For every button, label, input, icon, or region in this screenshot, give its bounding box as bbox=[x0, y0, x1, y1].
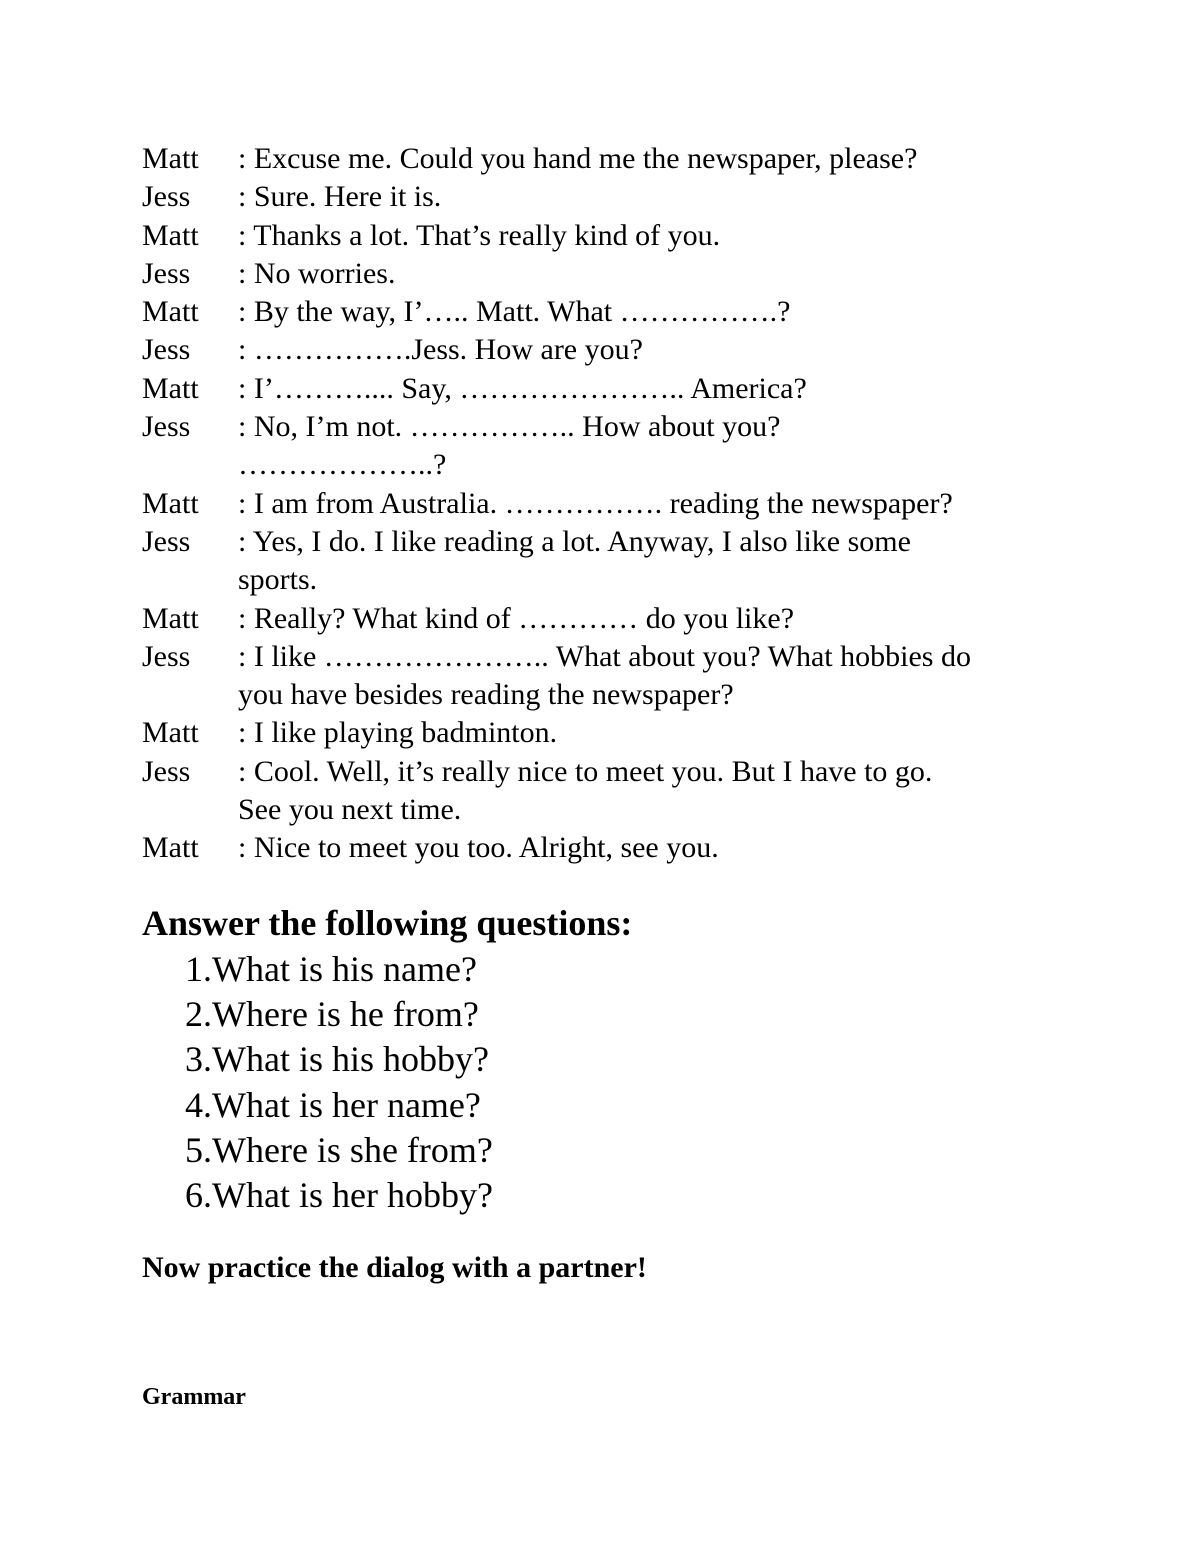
speaker-name: Matt bbox=[142, 142, 199, 175]
question-item bbox=[170, 1083, 493, 1128]
utterance bbox=[238, 140, 1072, 178]
utterance bbox=[238, 600, 1072, 638]
question-item bbox=[170, 947, 493, 992]
utterance-text: : I am from Australia. ……………. reading the newspaper? bbox=[238, 486, 953, 520]
question-text: What is her name? bbox=[212, 1084, 481, 1125]
dialog-line bbox=[142, 293, 1072, 331]
utterance-text: : Cool. Well, it’s really nice to meet you. But I have to go. bbox=[238, 754, 933, 788]
dialog-line bbox=[142, 523, 1072, 600]
utterance bbox=[238, 714, 1072, 752]
utterance-text: : Sure. Here it is. bbox=[238, 180, 442, 214]
question-number: 4. bbox=[185, 1084, 212, 1125]
utterance-continuation: sports. bbox=[238, 563, 318, 597]
utterance-continuation: See you next time. bbox=[238, 793, 462, 827]
utterance bbox=[238, 370, 1072, 408]
speaker-name: Matt bbox=[142, 371, 199, 405]
speaker-name: Matt bbox=[142, 716, 199, 750]
dialog-line bbox=[142, 408, 1072, 485]
questions-list bbox=[170, 947, 493, 1218]
dialog-line bbox=[142, 714, 1072, 752]
questions-heading: Answer the following questions: bbox=[142, 903, 633, 943]
utterance-continuation: ………………..? bbox=[238, 448, 447, 482]
speaker-name: Matt bbox=[142, 831, 199, 865]
utterance-text: : By the way, I’….. Matt. What …………….? bbox=[238, 295, 791, 329]
speaker-name: Matt bbox=[142, 295, 199, 329]
speaker-name: Jess bbox=[142, 333, 191, 367]
speaker-name: Jess bbox=[142, 524, 191, 558]
utterance bbox=[238, 638, 1072, 715]
speaker-name: Jess bbox=[142, 180, 191, 214]
dialog-line bbox=[142, 829, 1072, 867]
utterance bbox=[238, 408, 1072, 485]
utterance-text: : I’……….... Say, ………………….. America? bbox=[238, 371, 807, 405]
question-text: Where is he from? bbox=[212, 994, 479, 1035]
utterance bbox=[238, 829, 1072, 867]
speaker-name: Jess bbox=[142, 410, 191, 444]
utterance bbox=[238, 485, 1072, 523]
question-item bbox=[170, 992, 493, 1037]
utterance-text: : …………….Jess. How are you? bbox=[238, 333, 643, 367]
speaker-name: Jess bbox=[142, 639, 191, 673]
question-item bbox=[170, 1128, 493, 1173]
utterance-text: : No, I’m not. …………….. How about you? bbox=[238, 410, 781, 444]
question-text: What is his name? bbox=[212, 949, 477, 989]
utterance-text: : Thanks a lot. That’s really kind of you. bbox=[238, 218, 721, 252]
utterance-text: : Really? What kind of ………… do you like? bbox=[238, 601, 795, 635]
utterance-text: : Yes, I do. I like reading a lot. Anyway, I also like some bbox=[238, 524, 911, 558]
dialog-line bbox=[142, 178, 1072, 216]
utterance-text: : I like playing badminton. bbox=[238, 716, 558, 750]
speaker-name: Matt bbox=[142, 218, 199, 252]
speaker-name: Jess bbox=[142, 754, 191, 788]
utterance-text: : Nice to meet you too. Alright, see you. bbox=[238, 831, 719, 865]
utterance bbox=[238, 753, 1072, 830]
dialog-line bbox=[142, 255, 1072, 293]
question-item bbox=[170, 1173, 493, 1218]
utterance-continuation: you have besides reading the newspaper? bbox=[238, 678, 734, 712]
dialog-line bbox=[142, 600, 1072, 638]
dialog bbox=[142, 140, 1072, 868]
dialog-line bbox=[142, 485, 1072, 523]
utterance bbox=[238, 331, 1072, 369]
utterance-text: : No worries. bbox=[238, 256, 396, 290]
dialog-line bbox=[142, 753, 1072, 830]
utterance bbox=[238, 293, 1072, 331]
question-text: What is his hobby? bbox=[212, 1039, 489, 1080]
dialog-line bbox=[142, 217, 1072, 255]
dialog-line bbox=[142, 370, 1072, 408]
dialog-line bbox=[142, 331, 1072, 369]
utterance-text: : Excuse me. Could you hand me the newspaper, please? bbox=[238, 142, 918, 175]
question-number: 6. bbox=[185, 1175, 212, 1216]
speaker-name: Jess bbox=[142, 256, 191, 290]
question-number: 2. bbox=[185, 994, 212, 1035]
dialog-line bbox=[142, 140, 1072, 178]
practice-instruction: Now practice the dialog with a partner! bbox=[142, 1251, 647, 1284]
grammar-heading: Grammar bbox=[142, 1384, 246, 1410]
speaker-name: Matt bbox=[142, 601, 199, 635]
question-text: Where is she from? bbox=[212, 1129, 493, 1170]
utterance bbox=[238, 178, 1072, 216]
utterance-text: : I like ………………….. What about you? What hobbies do bbox=[238, 639, 971, 673]
question-number: 3. bbox=[185, 1039, 212, 1080]
utterance bbox=[238, 217, 1072, 255]
dialog-line bbox=[142, 638, 1072, 715]
question-number: 5. bbox=[185, 1129, 212, 1170]
question-item bbox=[170, 1037, 493, 1082]
question-text: What is her hobby? bbox=[212, 1175, 493, 1216]
utterance bbox=[238, 523, 1072, 600]
speaker-name: Matt bbox=[142, 486, 199, 520]
question-number: 1. bbox=[185, 949, 212, 989]
utterance bbox=[238, 255, 1072, 293]
